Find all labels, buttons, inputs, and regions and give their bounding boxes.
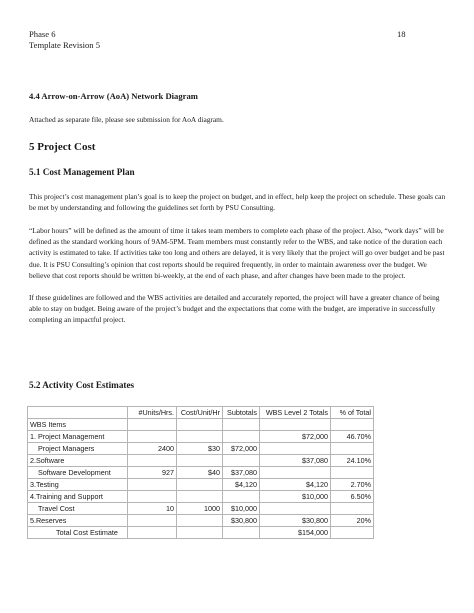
table-header-cell: Cost/Unit/Hr (177, 407, 223, 419)
table-row (28, 455, 374, 467)
table-cell: 3.Testing (28, 479, 128, 491)
table-cell: 10 (128, 503, 177, 515)
table-cell (128, 419, 177, 431)
table-cell: $30 (177, 443, 223, 455)
activity-cost-table (27, 406, 374, 539)
table-header-cell: WBS Level 2 Totals (260, 407, 331, 419)
table-cell (177, 455, 223, 467)
table-row (28, 503, 374, 515)
table-cell: 1. Project Management (28, 431, 128, 443)
header-phase: Phase 6 (29, 29, 56, 39)
heading-4-4: 4.4 Arrow-on-Arrow (AoA) Network Diagram (29, 91, 198, 101)
table-cell (331, 503, 374, 515)
table-cell: $30,800 (260, 515, 331, 527)
table-row (28, 479, 374, 491)
table-row (28, 419, 374, 431)
table-cell: $37,080 (260, 455, 331, 467)
table-cell: 4.Training and Support (28, 491, 128, 503)
table-cell (128, 431, 177, 443)
table-header-cell: Subtotals (223, 407, 260, 419)
table-cell: $10,000 (260, 491, 331, 503)
table-cell: WBS Items (28, 419, 128, 431)
table-cell: 24.10% (331, 455, 374, 467)
table-row (28, 491, 374, 503)
table-cell: Project Managers (28, 443, 128, 455)
table-cell (128, 527, 177, 539)
table-header-row (28, 407, 374, 419)
table-cell (128, 455, 177, 467)
table-cell (223, 455, 260, 467)
table-cell (331, 443, 374, 455)
header-template-revision: Template Revision 5 (29, 40, 100, 50)
table-header-cell: % of Total (331, 407, 374, 419)
heading-5-1: 5.1 Cost Management Plan (29, 167, 135, 177)
table-cell: Software Development (28, 467, 128, 479)
heading-project-cost: 5 Project Cost (29, 141, 96, 153)
table-cell (260, 443, 331, 455)
table-cell: $10,000 (223, 503, 260, 515)
table-cell: $40 (177, 467, 223, 479)
table-cell: $154,000 (260, 527, 331, 539)
table-cell: 927 (128, 467, 177, 479)
table-cell (177, 515, 223, 527)
table-row (28, 467, 374, 479)
table-row (28, 527, 374, 539)
heading-5-2: 5.2 Activity Cost Estimates (29, 380, 135, 390)
table-cell (260, 503, 331, 515)
table-header-cell: #Units/Hrs. (128, 407, 177, 419)
table-cell: 5.Reserves (28, 515, 128, 527)
table-cell (128, 515, 177, 527)
table-cell (223, 419, 260, 431)
table-cell: 20% (331, 515, 374, 527)
table-header-cell (28, 407, 128, 419)
table-cell: 46.70% (331, 431, 374, 443)
table-cell: 2.70% (331, 479, 374, 491)
table-cell (177, 431, 223, 443)
table-row (28, 443, 374, 455)
paragraph-2: “Labor hours” will be defined as the amount of time it takes team members to complete each phase of the project. Also, “work days” will be defined as the standard working hours of 9AM-5PM. Team members must constantly refer to the WBS, and take notice of the duration each activity is estimated to take. If activities take too long and others are delayed, it is very likely that the project will go over budget and be past due. It is PSU Consulting’s opinion that cost reports should be required frequently, in order to maintain awareness over the budget. We believe that cost reports should be written bi-weekly, at the end of each phase, and after changes have been made to the project. (29, 226, 445, 280)
table-cell: 6.50% (331, 491, 374, 503)
table-cell (223, 431, 260, 443)
table-cell (177, 491, 223, 503)
paragraph-1: This project’s cost management plan’s goal is to keep the project on budget, and in effect, help keep the project on schedule. These goals can be met by understanding and following the guidelines set forth by PSU Consulting. (29, 192, 446, 213)
table-cell: Total Cost Estimate (28, 527, 128, 539)
table-cell (128, 491, 177, 503)
table-cell (177, 527, 223, 539)
paragraph-3: If these guidelines are followed and the WBS activities are detailed and accurately reported, the project will have a greater chance of being able to stay on budget. Being aware of the project’s budget and the expectations that come with the budget, are imperative in successfully completing an impactful project. (29, 293, 440, 325)
table-cell (260, 467, 331, 479)
table-cell (177, 479, 223, 491)
aoa-note: Attached as separate file, please see submission for AoA diagram. (29, 115, 224, 124)
table-cell: $30,800 (223, 515, 260, 527)
table-cell (177, 419, 223, 431)
table-cell (223, 527, 260, 539)
table-cell: $72,000 (260, 431, 331, 443)
table-row (28, 515, 374, 527)
table-cell: $72,000 (223, 443, 260, 455)
table-cell: 2.Software (28, 455, 128, 467)
table-cell: 1000 (177, 503, 223, 515)
table-cell (260, 419, 331, 431)
table-cell: $37,080 (223, 467, 260, 479)
table-cell (223, 491, 260, 503)
table-row (28, 431, 374, 443)
table-cell (331, 419, 374, 431)
table-cell (331, 527, 374, 539)
table-cell (331, 467, 374, 479)
table-cell: $4,120 (260, 479, 331, 491)
table-cell: Travel Cost (28, 503, 128, 515)
table-cell (128, 479, 177, 491)
table-cell: $4,120 (223, 479, 260, 491)
page-number: 18 (397, 29, 406, 39)
table-cell: 2400 (128, 443, 177, 455)
